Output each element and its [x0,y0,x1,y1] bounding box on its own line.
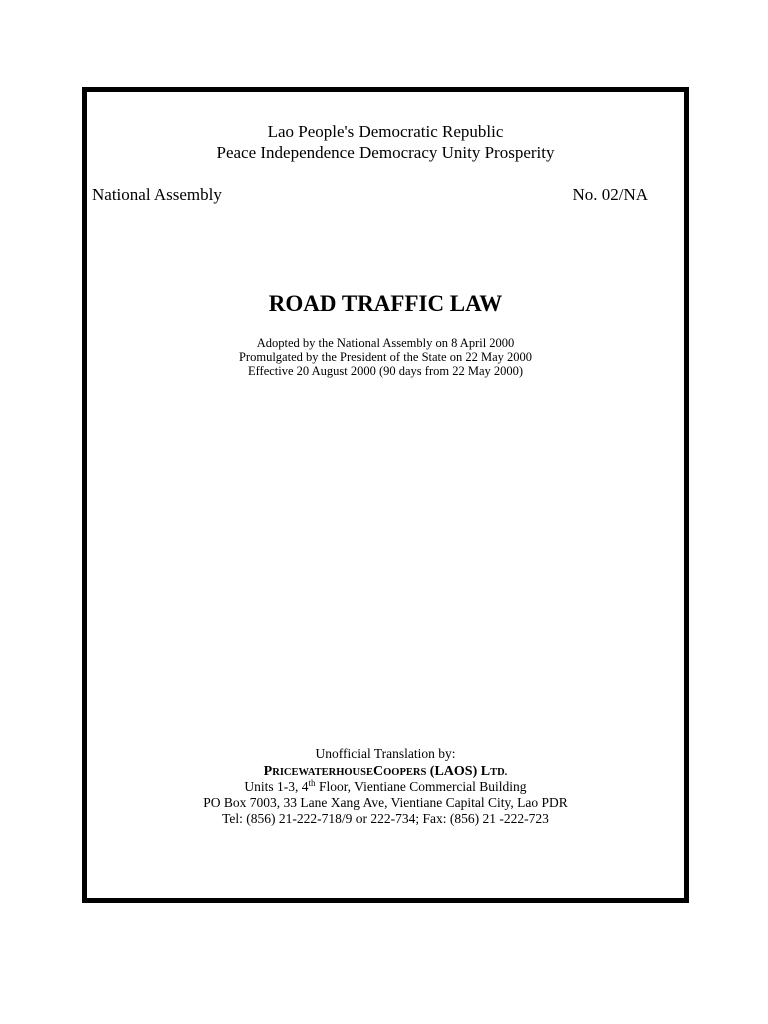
address-floor: Floor, Vientiane Commercial Building [315,779,527,794]
firm-name-part: C [372,764,384,779]
translation-label: Unofficial Translation by: [315,746,456,761]
firm-name-part: P [263,764,273,779]
firm-name-part: RICEWATERHOUSE [272,767,373,778]
issuer-label: National Assembly [92,185,222,204]
national-motto: Peace Independence Democracy Unity Prosperity [216,143,555,162]
firm-address [87,779,684,795]
document-border [82,87,689,903]
promulgated-date: Promulgated by the President of the State on 22 May 2000 [238,350,532,364]
firm-name-part: L [480,764,491,779]
effective-date: Effective 20 August 2000 (90 days from 22 May 2000) [247,364,524,378]
address-units: Units 1-3, 4 [244,779,309,794]
firm-po-box: PO Box 7003, 33 Lane Xang Ave, Vientiane Capital City, Lao PDR [203,795,568,810]
firm-name-part: (LAOS) [426,764,481,779]
firm-name-part: OOPERS [383,767,427,778]
document-title: ROAD TRAFFIC LAW [268,291,503,316]
ordinal-suffix: th [308,778,316,788]
adopted-date: Adopted by the National Assembly on 8 April 2000 [256,336,515,350]
country-name: Lao People's Democratic Republic [267,122,504,141]
firm-contact: Tel: (856) 21-222-718/9 or 222-734; Fax: (856) 21 -222-723 [222,811,549,826]
firm-name-part: TD. [490,767,508,778]
document-number: No. 02/NA [572,185,648,204]
